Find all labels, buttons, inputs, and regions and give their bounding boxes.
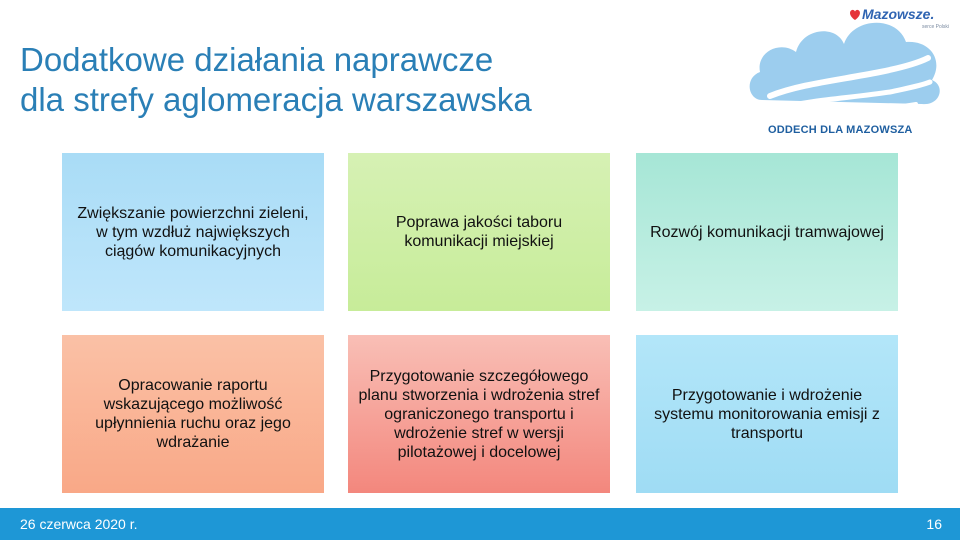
brand-name: Mazowsze. xyxy=(862,6,935,22)
action-tile xyxy=(62,153,324,311)
action-tile xyxy=(348,335,610,493)
footer-bar xyxy=(0,508,960,540)
action-tile-text: Przygotowanie i wdrożenie systemu monitorowania emisji z transportu xyxy=(654,386,880,442)
logo-caption: ODDECH DLA MAZOWSZA xyxy=(768,124,913,136)
action-tile-text: Rozwój komunikacji tramwajowej xyxy=(650,223,884,241)
action-tile xyxy=(62,335,324,493)
action-tile-text: Zwiększanie powierzchni zieleni, w tym wzdłuż największych ciągów komunikacyjnych xyxy=(77,204,309,260)
page-number: 16 xyxy=(926,516,942,532)
action-tile xyxy=(348,153,610,311)
action-tile xyxy=(636,153,898,311)
action-tile-text: Opracowanie raportu wskazującego możliwość upłynnienia ruchu oraz jego wdrażanie xyxy=(95,377,291,451)
action-tile-text: Przygotowanie szczegółowego planu stworzenia i wdrożenia stref ograniczonego transportu i wdrożenie stref w wersji pilotażowej i docelowej xyxy=(358,367,600,461)
slide-title-line-1: Dodatkowe działania naprawcze xyxy=(20,41,494,78)
mazowsze-heart-icon xyxy=(848,8,862,22)
footer-date: 26 czerwca 2020 r. xyxy=(20,516,138,532)
slide-title-line-2: dla strefy aglomeracja warszawska xyxy=(20,81,532,118)
slide-title xyxy=(20,40,700,120)
brand-subtitle: serce Polski xyxy=(922,24,949,30)
action-tile xyxy=(636,335,898,493)
action-tile-text: Poprawa jakości taboru komunikacji miejskiej xyxy=(395,214,563,250)
